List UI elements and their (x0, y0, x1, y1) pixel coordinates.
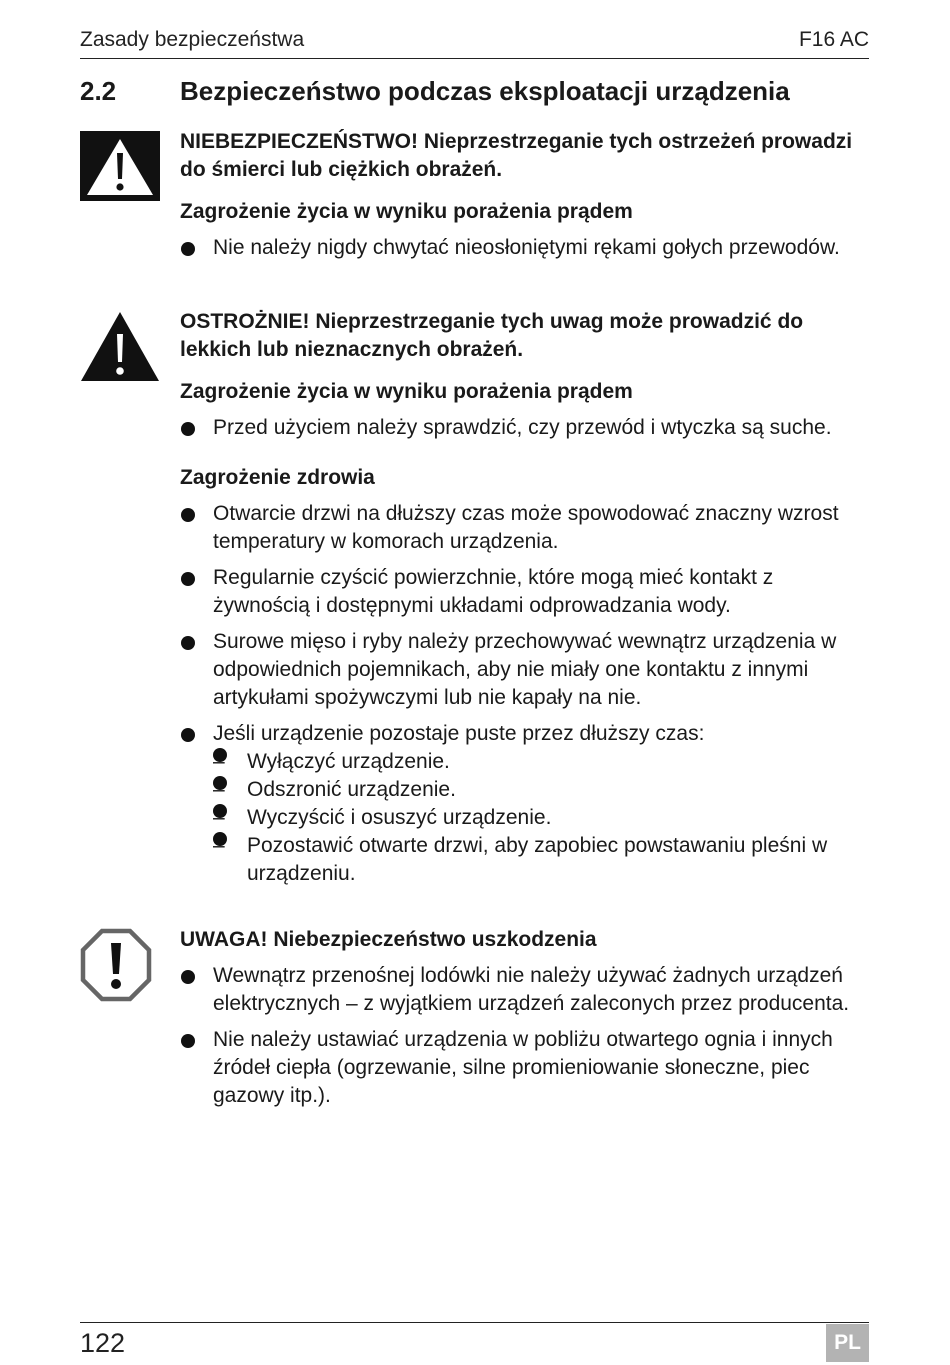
danger-title: NIEBEZPIECZEŃSTWO! Nieprzestrzeganie tych ostrzeżeń prowadzi do śmierci lub ciężkich obrażeń. (180, 130, 853, 181)
notice-title: UWAGA! Niebezpieczeństwo uszkodzenia (180, 928, 597, 951)
caution-list (180, 414, 870, 442)
list-item: Surowe mięso i ryby należy przechowywać wewnątrz urządzenia w odpowiednich pojemnikach, aby nie miały one kontaktu z innymi artykułami spożywczymi lub nie kapały na nie. (180, 628, 870, 712)
list-item: Nie należy ustawiać urządzenia w pobliżu otwartego ognia i innych źródeł ciepła (ogrzewanie, silne promieniowanie słoneczne, piec gazowy itp.). (180, 1026, 870, 1110)
sub-list-item: – Wyczyścić i osuszyć urządzenie. (213, 804, 870, 832)
header-section-name: Zasady bezpieczeństwa (80, 28, 305, 51)
list-item (180, 720, 870, 888)
health-list (180, 500, 870, 888)
danger-list (180, 234, 870, 262)
list-item: Przed użyciem należy sprawdzić, czy przewód i wtyczka są suche. (180, 414, 870, 442)
caution-title: OSTROŻNIE! Nieprzestrzeganie tych uwag może prowadzić do lekkich lub nieznacznych obrażeń. (180, 310, 804, 361)
health-subheading: Zagrożenie zdrowia (180, 466, 375, 489)
section-title: Bezpieczeństwo podczas eksploatacji urządzenia (180, 76, 790, 106)
sub-list-item: – Wyłączyć urządzenie. (213, 748, 870, 776)
notice-block (180, 926, 870, 1110)
list-item: Otwarcie drzwi na dłuższy czas może spowodować znaczny wzrost temperatury w komorach urządzenia. (180, 500, 870, 556)
caution-subheading: Zagrożenie życia w wyniku porażenia prądem (180, 380, 633, 403)
caution-warning-icon (80, 310, 160, 387)
list-item: Nie należy nigdy chwytać nieosłoniętymi rękami gołych przewodów. (180, 234, 870, 262)
list-item: Wewnątrz przenośnej lodówki nie należy używać żadnych urządzeń elektrycznych – z wyjątkiem urządzeń zaleconych przez producenta. (180, 962, 870, 1018)
empty-device-steps (213, 748, 870, 888)
notice-list (180, 962, 870, 1110)
section-number: 2.2 (80, 76, 117, 106)
language-badge: PL (826, 1324, 869, 1362)
footer-divider (80, 1322, 869, 1323)
danger-warning-icon (80, 131, 160, 206)
sub-list-item: – Odszronić urządzenie. (213, 776, 870, 804)
danger-subheading: Zagrożenie życia w wyniku porażenia prądem (180, 200, 633, 223)
list-item-text: Jeśli urządzenie pozostaje puste przez dłuższy czas: (213, 722, 705, 745)
list-item: Regularnie czyścić powierzchnie, które mogą mieć kontakt z żywnością i dostępnymi układami odprowadzania wody. (180, 564, 870, 620)
notice-octagon-icon (80, 928, 152, 1007)
page-header (80, 28, 869, 59)
header-model: F16 AC (798, 28, 869, 51)
caution-block (180, 308, 870, 888)
sub-list-item: – Pozostawić otwarte drzwi, aby zapobiec powstawaniu pleśni w urządzeniu. (213, 832, 870, 888)
page-number: 122 (80, 1328, 126, 1358)
section-heading (80, 76, 880, 107)
danger-block (180, 128, 870, 262)
